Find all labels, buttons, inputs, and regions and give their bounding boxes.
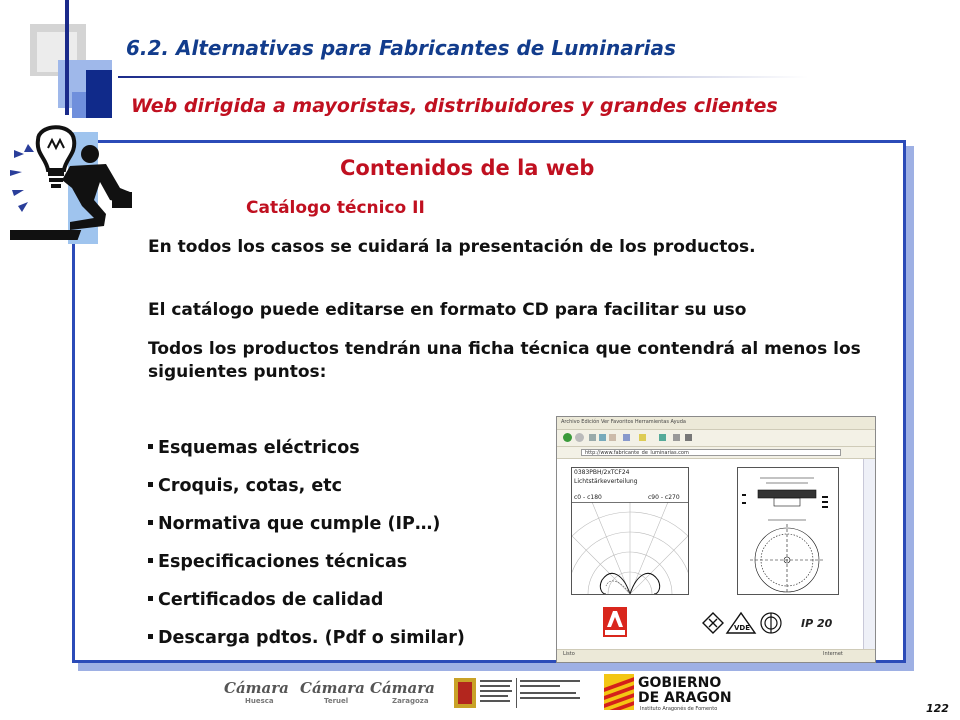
ce-certification-icon [703,613,723,633]
search-icon[interactable] [623,434,630,441]
bullet-marker [148,520,153,525]
polar-diagram [572,502,688,594]
light-distribution-graph [571,467,689,595]
forward-icon[interactable] [575,433,584,442]
paragraph-presentation: En todos los casos se cuidará la presentación de los productos. [148,237,756,257]
browser-screenshot [556,416,876,663]
mail-icon[interactable] [673,434,680,441]
list-item: Normativa que cumple (IP…) [148,514,465,552]
adobe-icon [603,607,627,637]
list-item: Descarga pdtos. (Pdf o similar) [148,628,465,666]
camara-teruel-city: Teruel [324,697,349,705]
back-icon[interactable] [563,433,572,442]
bullet-marker [148,634,153,639]
aragon-gov-line3: Instituto Aragonés de Fomento [640,706,718,712]
browser-menu-labels: Archivo Edición Ver Favoritos Herramientas Ayuda [561,419,686,425]
camara-teruel-logo: Cámara [300,679,365,697]
technical-sheet-list [148,438,465,666]
paragraph-technical-sheet: Todos los productos tendrán una ficha técnica que contendrá al menos los siguientes puntos: [148,339,861,382]
camara-zaragoza-logo: Cámara [370,679,435,697]
url-input[interactable]: http://www.fabricante_de_luminarias.com [581,449,841,456]
technical-drawing [737,467,839,595]
svg-text:VDE: VDE [734,624,751,632]
aragon-gov-line1: GOBIERNO [638,675,722,691]
camara-zaragoza-city: Zaragoza [392,697,429,705]
list-item: Especificaciones técnicas [148,552,465,590]
luminaire-drawing [738,468,838,594]
camara-huesca-logo: Cámara [224,679,289,697]
decor-title-underline [118,76,808,78]
aragon-gov-line2: DE ARAGON [638,690,732,706]
paragraph-cd-format: El catálogo puede editarse en formato CD para facilitar su uso [148,300,747,320]
aragon-flag-icon [604,674,634,710]
content-subheading: Catálogo técnico II [246,198,425,218]
slide-subtitle: Web dirigida a mayoristas, distribuidores y grandes clientes [131,95,778,117]
stop-icon[interactable] [589,434,596,441]
home-icon[interactable] [609,434,616,441]
content-heading: Contenidos de la web [340,156,595,180]
bullet-marker [148,444,153,449]
graph-subtitle: Lichtstärkeverteilung [574,478,638,485]
list-item: Croquis, cotas, etc [148,476,465,514]
history-icon[interactable] [659,434,666,441]
browser-scrollbar[interactable] [863,459,875,649]
list-item: Certificados de calidad [148,590,465,628]
bullet-marker [148,596,153,601]
status-text: Listo [563,651,575,657]
certification-icons [701,611,795,635]
ministry-logo [452,676,588,710]
status-zone: Internet [823,651,843,657]
section-title: 6.2. Alternativas para Fabricantes de Luminarias [126,36,676,60]
camara-huesca-city: Huesca [245,697,274,705]
list-item: Esquemas eléctricos [148,438,465,476]
graph-title: 0383PBH/2xTCF24 [574,469,630,476]
favorites-icon[interactable] [639,434,646,441]
vde-certification-icon [727,613,755,633]
ip-rating-label: IP 20 [801,617,833,630]
graph-left-label: c0 - c180 [574,494,602,501]
graph-right-label: c90 - c270 [648,494,680,501]
idea-man-icon [10,118,136,248]
bullet-marker [148,482,153,487]
bullet-marker [148,558,153,563]
decor-navy-square [86,70,112,118]
refresh-icon[interactable] [599,434,606,441]
decor-vertical-line [65,0,69,115]
page-number: 122 [926,702,949,715]
print-icon[interactable] [685,434,692,441]
